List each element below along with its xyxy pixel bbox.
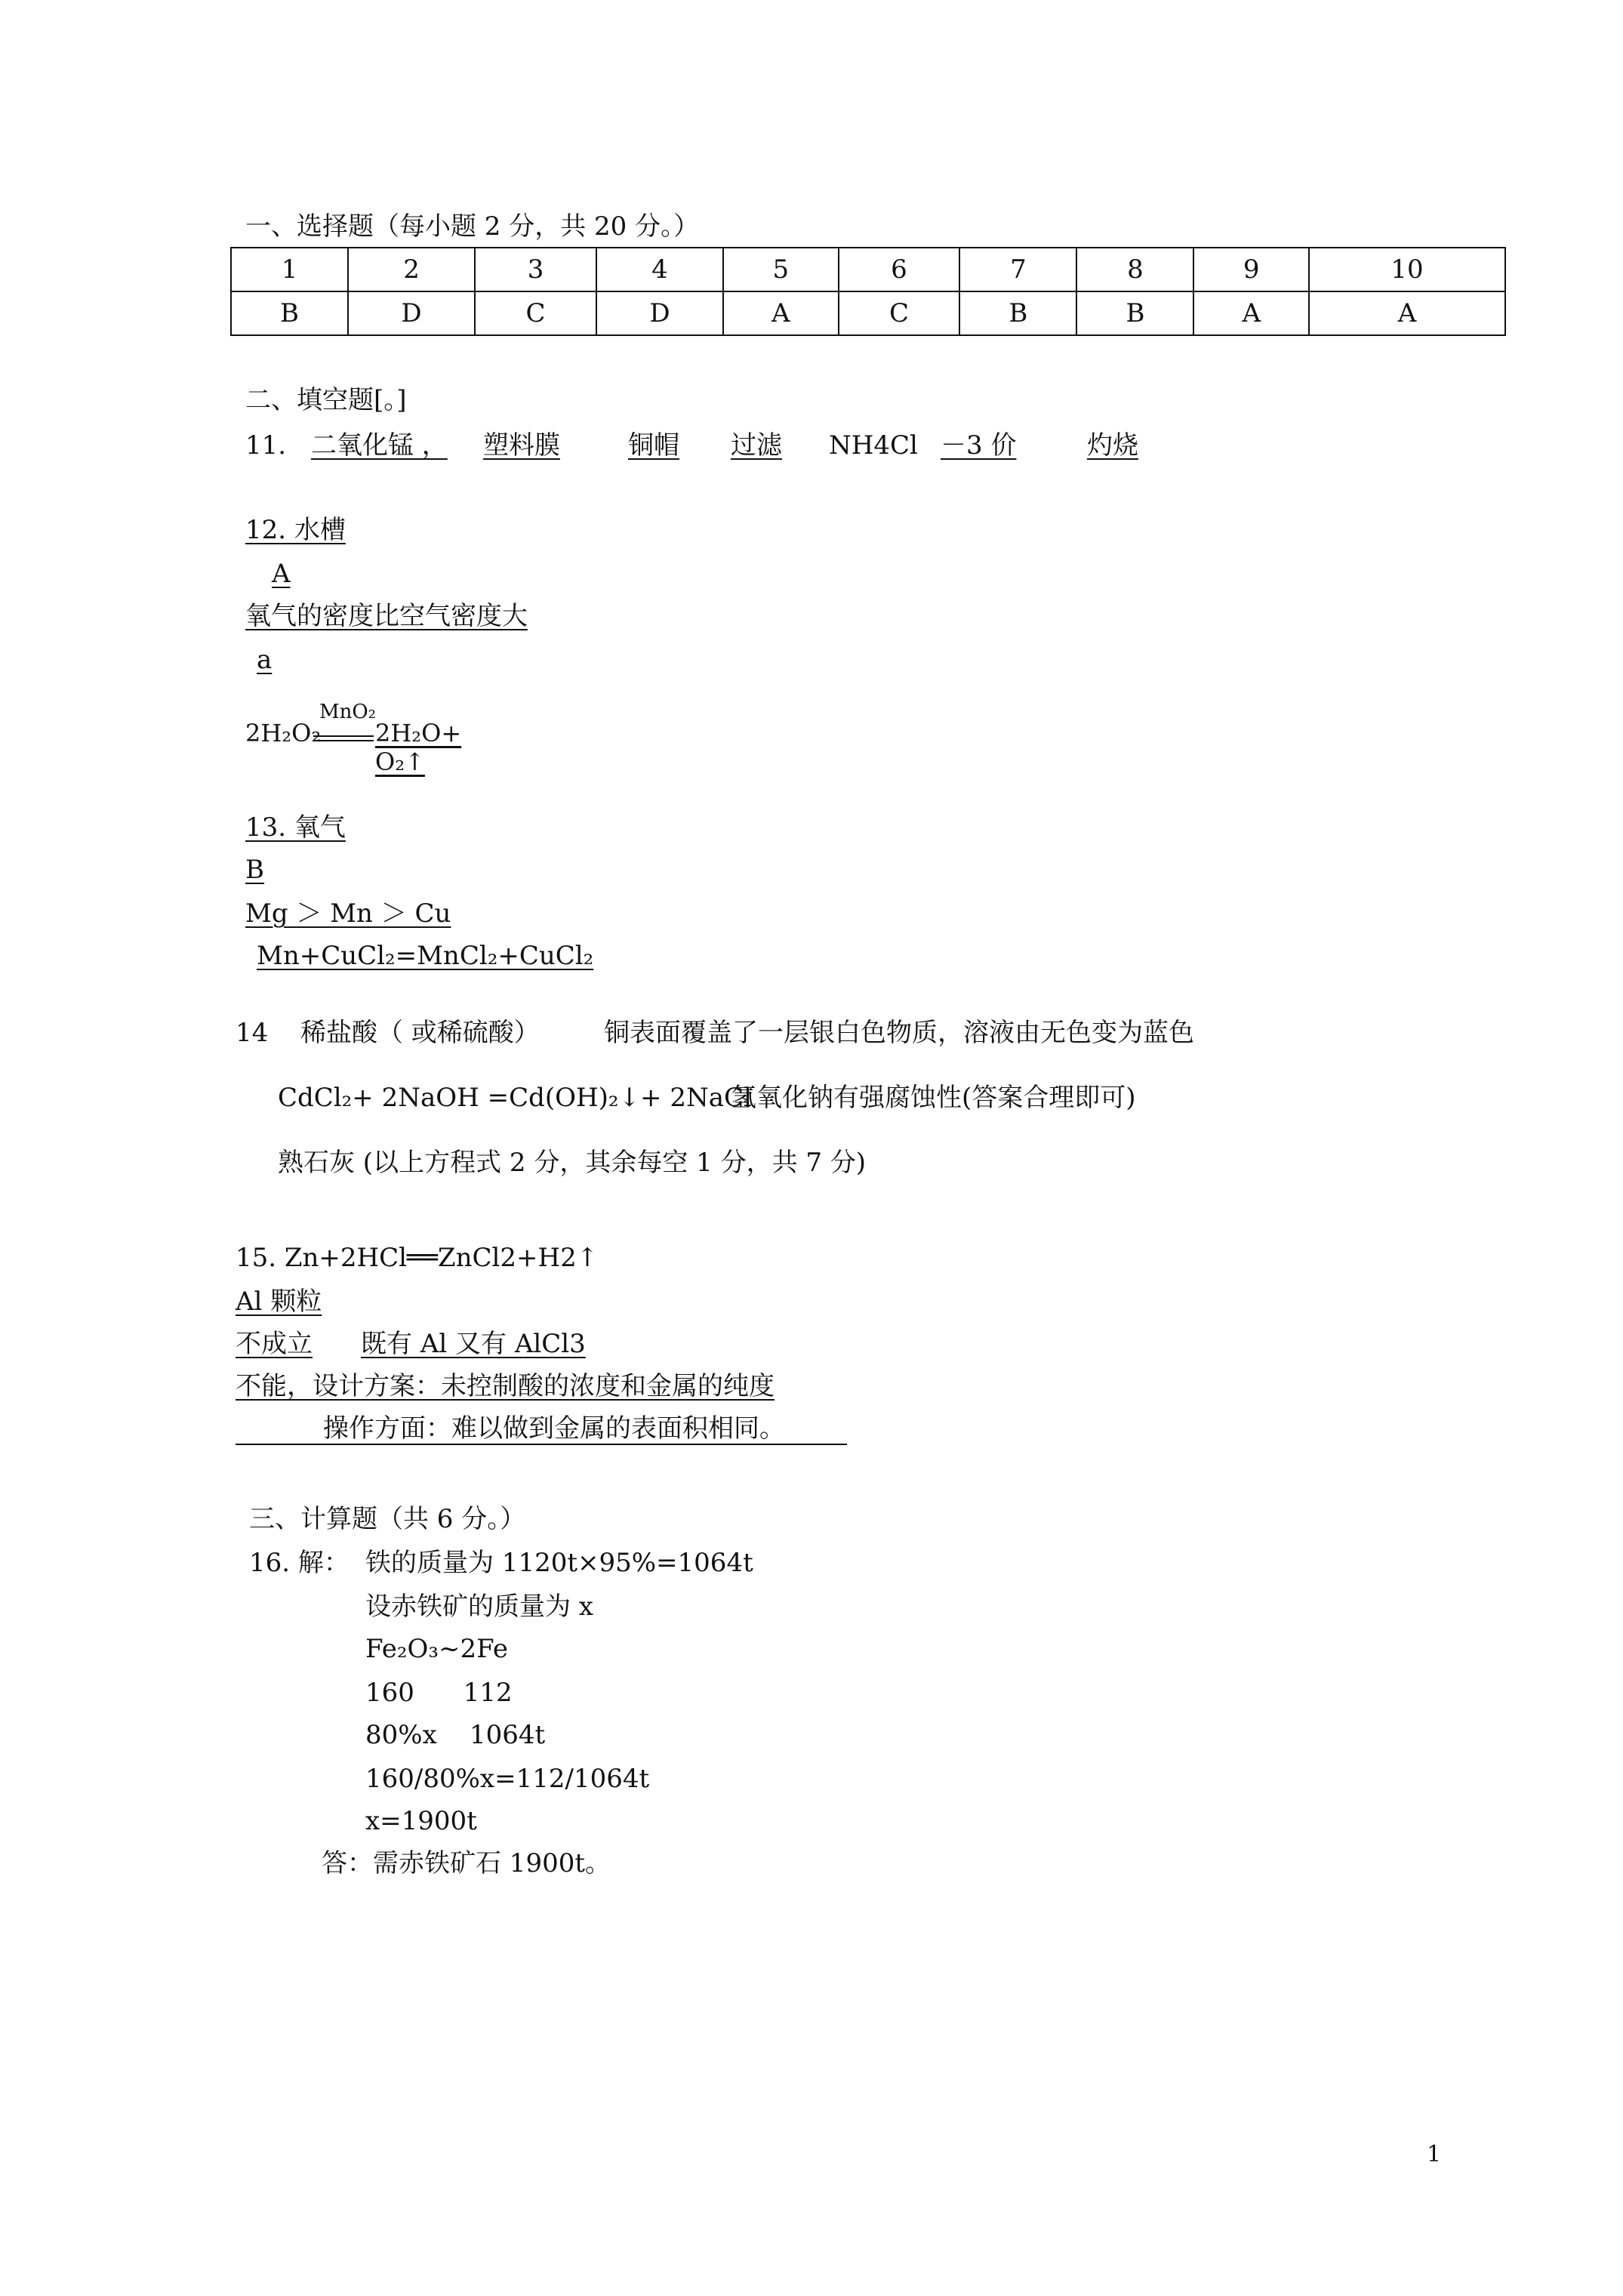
q14-number: 14 — [236, 1018, 269, 1048]
q16-label: 16. 解： — [249, 1548, 350, 1578]
table-cell: 3 — [475, 248, 596, 291]
section3-title: 三、计算题（共 6 分。） — [249, 1504, 526, 1534]
q15-line-3a: 不成立 — [236, 1329, 313, 1359]
table-cell: B — [1076, 291, 1193, 335]
equation-catalyst: MnO₂ — [319, 701, 377, 723]
table-row-numbers — [231, 248, 1505, 291]
q14-equation: CdCl₂+ 2NaOH =Cd(OH)₂↓+ 2NaCl — [278, 1083, 752, 1113]
equation-bar-top — [313, 735, 374, 737]
equation-left: 2H₂O₂ — [245, 719, 322, 747]
table-cell: B — [959, 291, 1076, 335]
table-cell: 6 — [839, 248, 960, 291]
page-number: 1 — [1427, 2141, 1442, 2168]
table-cell: 9 — [1193, 248, 1309, 291]
q11-answer-4: 过滤 — [731, 430, 782, 461]
q13-line-3: Mg ＞ Mn ＞ Cu — [245, 898, 451, 929]
table-cell: A — [1309, 291, 1505, 335]
table-cell: C — [475, 291, 596, 335]
table-cell: 5 — [723, 248, 839, 291]
q15-line-5: 操作方面：难以做到金属的表面积相同。 — [323, 1413, 785, 1444]
q12-line-3: 氧气的密度比空气密度大 — [245, 601, 528, 631]
q15-line-1: 15. Zn+2HCl══ZnCl2+H2↑ — [236, 1243, 599, 1273]
q16-line-1: 铁的质量为 1120t×95%=1064t — [365, 1548, 753, 1578]
equation-right: 2H₂O+ O₂↑ — [375, 719, 462, 776]
q12-line-4: a — [257, 645, 273, 675]
q14-answer-b: 铜表面覆盖了一层银白色物质，溶液由无色变为蓝色 — [604, 1018, 1194, 1048]
q14-answer-a: 稀盐酸（ 或稀硫酸） — [300, 1018, 540, 1048]
table-cell: 8 — [1076, 248, 1193, 291]
q14-line-3: 熟石灰 (以上方程式 2 分，其余每空 1 分，共 7 分) — [278, 1148, 867, 1178]
q16-line-5: 80%x 1064t — [365, 1720, 546, 1750]
table-cell: 4 — [596, 248, 723, 291]
q12-line-2: A — [272, 559, 291, 589]
table-cell: D — [596, 291, 723, 335]
q13-line-2: B — [245, 855, 264, 885]
q13-line-1: 13. 氧气 — [245, 812, 346, 843]
table-cell: A — [723, 291, 839, 335]
q16-line-7: x=1900t — [365, 1806, 477, 1836]
q16-line-3: Fe₂O₃~2Fe — [365, 1634, 508, 1664]
table-cell: 2 — [348, 248, 475, 291]
q15-line-3b: 既有 Al 又有 AlCl3 — [361, 1329, 586, 1359]
table-cell: A — [1193, 291, 1309, 335]
q16-line-6: 160/80%x=112/1064t — [365, 1764, 650, 1794]
table-cell: 1 — [231, 248, 348, 291]
q15-line-4: 不能，设计方案：未控制酸的浓度和金属的纯度 — [236, 1371, 775, 1401]
q11-answer-3: 铜帽 — [628, 430, 679, 461]
q11-answer-1: 二氧化锰 ， — [311, 430, 448, 461]
section1-title: 一、选择题（每小题 2 分，共 20 分。） — [245, 211, 700, 242]
table-cell: 7 — [959, 248, 1076, 291]
answer-table — [230, 247, 1506, 336]
q11-answer-5: NH4Cl — [829, 430, 918, 461]
table-cell: C — [839, 291, 960, 335]
table-cell: B — [231, 291, 348, 335]
q11-answer-2: 塑料膜 — [483, 430, 560, 461]
q11-answer-6: －3 价 — [941, 430, 1017, 461]
q15-line-2: Al 颗粒 — [236, 1287, 322, 1317]
section2-title: 二、填空题[。] — [245, 385, 407, 415]
q13-line-4: Mn+CuCl₂=MnCl₂+CuCl₂ — [257, 941, 594, 971]
q11-number: 11. — [245, 430, 287, 461]
table-row-answers — [231, 291, 1505, 335]
q11-answer-7: 灼烧 — [1087, 430, 1138, 461]
q16-line-4: 160 112 — [365, 1678, 513, 1708]
q16-answer: 答：需赤铁矿石 1900t。 — [322, 1848, 611, 1878]
table-cell: D — [348, 291, 475, 335]
q12-equation — [245, 701, 517, 776]
q12-line-1: 12. 水槽 — [245, 515, 346, 545]
q16-line-2: 设赤铁矿的质量为 x — [365, 1592, 593, 1622]
q14-answer-c: 氢氧化钠有强腐蚀性(答案合理即可) — [731, 1083, 1136, 1113]
equation-bar-bottom — [313, 740, 374, 741]
table-cell: 10 — [1309, 248, 1505, 291]
